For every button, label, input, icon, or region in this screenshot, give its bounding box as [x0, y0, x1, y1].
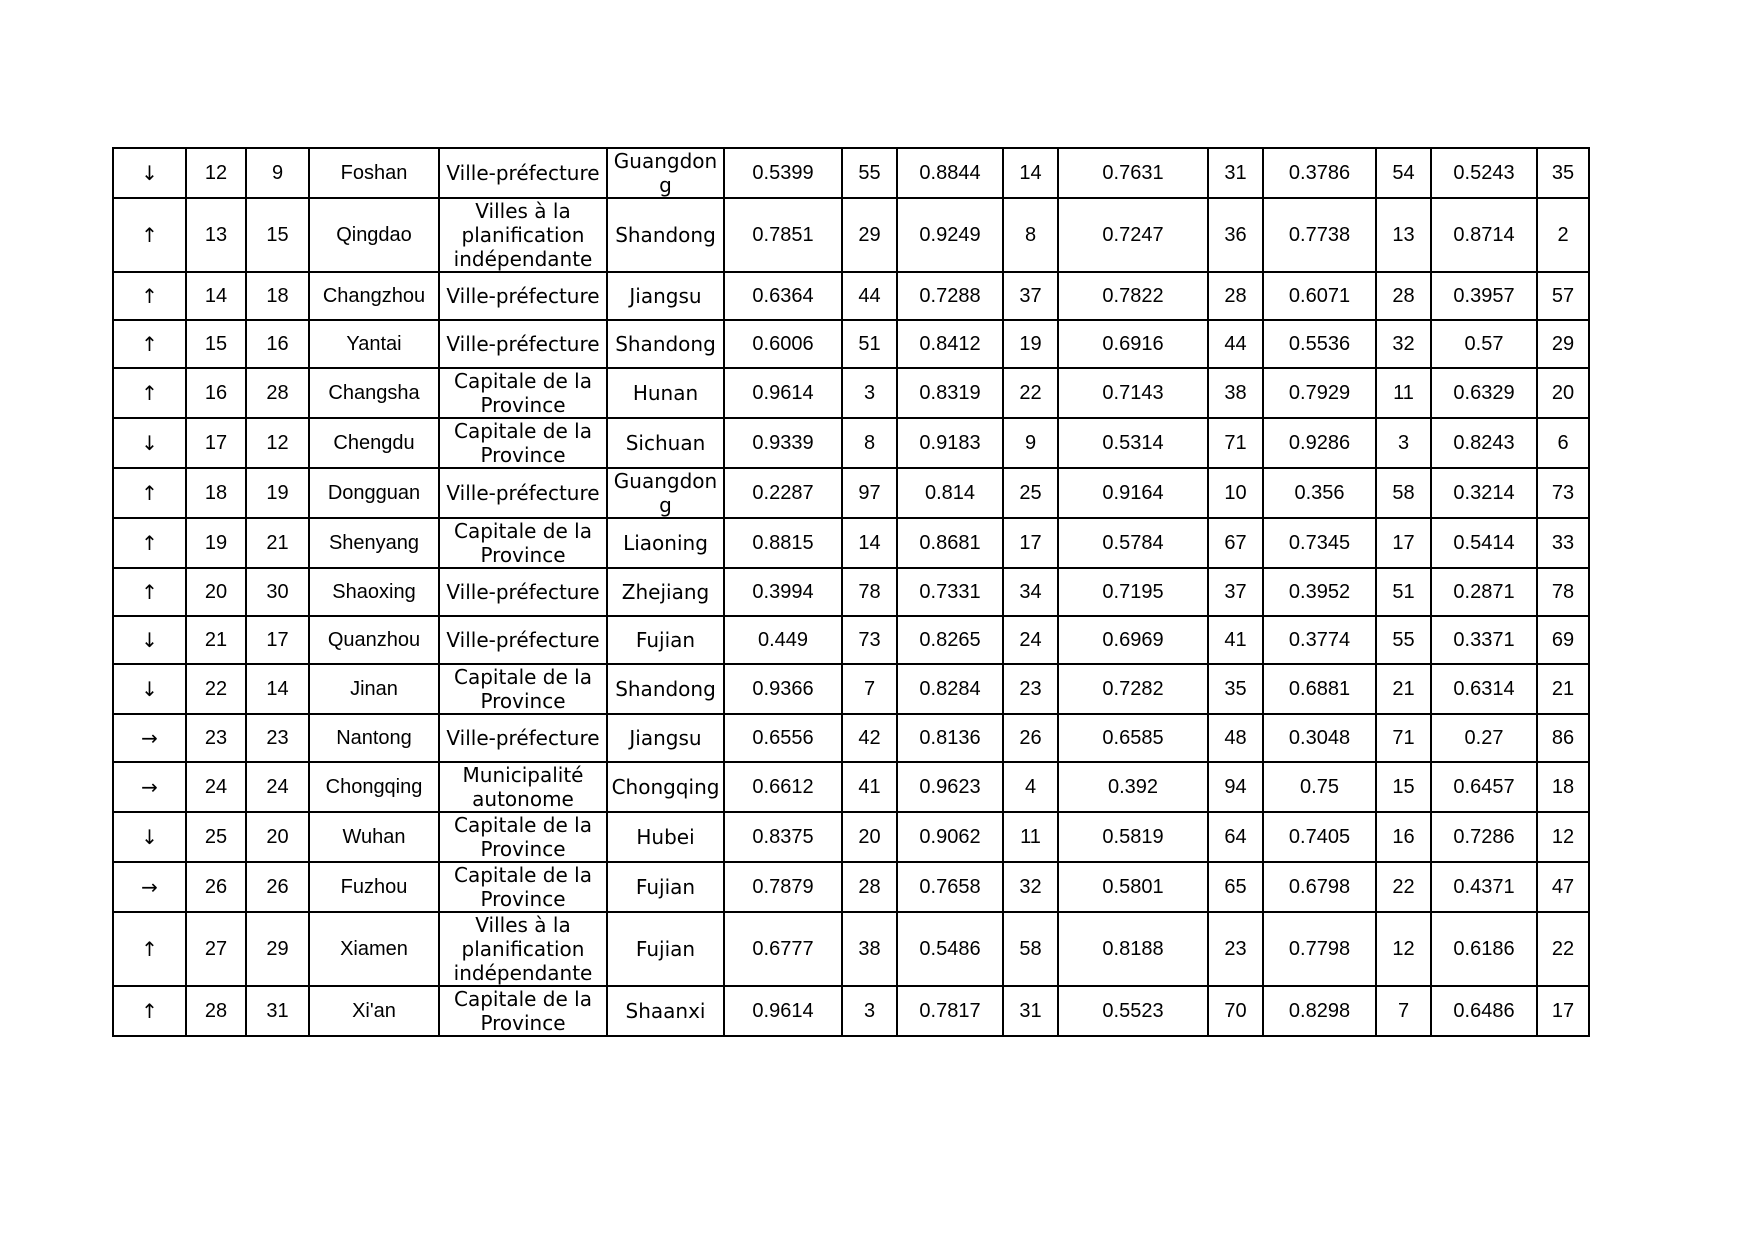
score-2-cell: 0.9183	[897, 418, 1003, 468]
rank-4-cell: 58	[1376, 468, 1431, 518]
score-5-cell: 0.5414	[1431, 518, 1537, 568]
rank-1-cell: 51	[842, 320, 897, 368]
rank-cell: 19	[186, 518, 246, 568]
score-4-cell: 0.356	[1263, 468, 1376, 518]
rank-3-cell: 31	[1208, 148, 1263, 198]
rank-5-cell: 73	[1537, 468, 1589, 518]
city-cell: Chengdu	[309, 418, 439, 468]
rank-3-cell: 28	[1208, 272, 1263, 320]
score-1-cell: 0.9614	[724, 368, 842, 418]
rank-cell: 17	[186, 418, 246, 468]
province-cell: Liaoning	[607, 518, 724, 568]
table-row	[113, 664, 1589, 714]
score-5-cell: 0.6186	[1431, 912, 1537, 986]
score-1-cell: 0.7851	[724, 198, 842, 272]
province-cell: Zhejiang	[607, 568, 724, 616]
rank-2-cell: 37	[1003, 272, 1058, 320]
rank-3-cell: 41	[1208, 616, 1263, 664]
score-4-cell: 0.3774	[1263, 616, 1376, 664]
city-type-cell: Capitale de la Province	[439, 812, 607, 862]
rank-cell: 18	[186, 468, 246, 518]
previous-rank-cell: 20	[246, 812, 309, 862]
rank-cell: 22	[186, 664, 246, 714]
rank-5-cell: 6	[1537, 418, 1589, 468]
score-3-cell: 0.9164	[1058, 468, 1208, 518]
score-5-cell: 0.3214	[1431, 468, 1537, 518]
score-5-cell: 0.6329	[1431, 368, 1537, 418]
rank-4-cell: 28	[1376, 272, 1431, 320]
previous-rank-cell: 12	[246, 418, 309, 468]
rank-3-cell: 48	[1208, 714, 1263, 762]
score-2-cell: 0.7817	[897, 986, 1003, 1036]
previous-rank-cell: 29	[246, 912, 309, 986]
rank-3-cell: 65	[1208, 862, 1263, 912]
table-row	[113, 320, 1589, 368]
rank-1-cell: 78	[842, 568, 897, 616]
rank-3-cell: 35	[1208, 664, 1263, 714]
score-1-cell: 0.6612	[724, 762, 842, 812]
previous-rank-cell: 28	[246, 368, 309, 418]
score-1-cell: 0.6777	[724, 912, 842, 986]
city-type-cell: Ville-préfecture	[439, 468, 607, 518]
table-row	[113, 272, 1589, 320]
previous-rank-cell: 24	[246, 762, 309, 812]
rank-3-cell: 10	[1208, 468, 1263, 518]
rank-2-cell: 17	[1003, 518, 1058, 568]
table-row	[113, 616, 1589, 664]
rank-cell: 27	[186, 912, 246, 986]
score-2-cell: 0.814	[897, 468, 1003, 518]
rank-cell: 14	[186, 272, 246, 320]
score-1-cell: 0.9366	[724, 664, 842, 714]
table-row	[113, 762, 1589, 812]
rank-1-cell: 42	[842, 714, 897, 762]
rank-4-cell: 3	[1376, 418, 1431, 468]
rank-2-cell: 8	[1003, 198, 1058, 272]
city-type-cell: Capitale de la Province	[439, 368, 607, 418]
city-cell: Changzhou	[309, 272, 439, 320]
province-cell: Shaanxi	[607, 986, 724, 1036]
rank-5-cell: 17	[1537, 986, 1589, 1036]
score-3-cell: 0.5801	[1058, 862, 1208, 912]
city-cell: Yantai	[309, 320, 439, 368]
table-row	[113, 198, 1589, 272]
rank-4-cell: 12	[1376, 912, 1431, 986]
rank-1-cell: 44	[842, 272, 897, 320]
rank-3-cell: 37	[1208, 568, 1263, 616]
score-2-cell: 0.9249	[897, 198, 1003, 272]
province-cell: Shandong	[607, 664, 724, 714]
rank-1-cell: 3	[842, 986, 897, 1036]
rank-2-cell: 26	[1003, 714, 1058, 762]
rank-2-cell: 31	[1003, 986, 1058, 1036]
score-4-cell: 0.7929	[1263, 368, 1376, 418]
table-row	[113, 468, 1589, 518]
rank-2-cell: 14	[1003, 148, 1058, 198]
city-cell: Quanzhou	[309, 616, 439, 664]
score-3-cell: 0.5523	[1058, 986, 1208, 1036]
trend-arrow-cell: →	[113, 762, 186, 812]
score-1-cell: 0.3994	[724, 568, 842, 616]
city-type-cell: Capitale de la Province	[439, 418, 607, 468]
score-1-cell: 0.6006	[724, 320, 842, 368]
trend-arrow-cell: ↑	[113, 272, 186, 320]
score-5-cell: 0.6457	[1431, 762, 1537, 812]
score-5-cell: 0.8714	[1431, 198, 1537, 272]
rank-3-cell: 94	[1208, 762, 1263, 812]
score-2-cell: 0.8844	[897, 148, 1003, 198]
table-row	[113, 714, 1589, 762]
rank-3-cell: 23	[1208, 912, 1263, 986]
rank-1-cell: 73	[842, 616, 897, 664]
score-1-cell: 0.8815	[724, 518, 842, 568]
score-2-cell: 0.9062	[897, 812, 1003, 862]
rank-3-cell: 36	[1208, 198, 1263, 272]
score-5-cell: 0.6486	[1431, 986, 1537, 1036]
province-cell: Jiangsu	[607, 272, 724, 320]
city-cell: Wuhan	[309, 812, 439, 862]
score-5-cell: 0.2871	[1431, 568, 1537, 616]
city-cell: Qingdao	[309, 198, 439, 272]
trend-arrow-cell: ↓	[113, 616, 186, 664]
rank-cell: 15	[186, 320, 246, 368]
score-3-cell: 0.7822	[1058, 272, 1208, 320]
province-cell: Fujian	[607, 862, 724, 912]
rank-4-cell: 16	[1376, 812, 1431, 862]
rank-2-cell: 58	[1003, 912, 1058, 986]
rank-3-cell: 67	[1208, 518, 1263, 568]
trend-arrow-cell: ↑	[113, 912, 186, 986]
score-2-cell: 0.9623	[897, 762, 1003, 812]
score-5-cell: 0.27	[1431, 714, 1537, 762]
score-4-cell: 0.7405	[1263, 812, 1376, 862]
table-row	[113, 418, 1589, 468]
province-cell: Guangdong	[607, 468, 724, 518]
rank-1-cell: 41	[842, 762, 897, 812]
score-3-cell: 0.7247	[1058, 198, 1208, 272]
score-4-cell: 0.6798	[1263, 862, 1376, 912]
province-cell: Fujian	[607, 616, 724, 664]
rank-1-cell: 20	[842, 812, 897, 862]
previous-rank-cell: 26	[246, 862, 309, 912]
rank-1-cell: 55	[842, 148, 897, 198]
trend-arrow-cell: ↓	[113, 812, 186, 862]
rank-cell: 26	[186, 862, 246, 912]
city-type-cell: Ville-préfecture	[439, 714, 607, 762]
score-5-cell: 0.7286	[1431, 812, 1537, 862]
score-2-cell: 0.8265	[897, 616, 1003, 664]
score-2-cell: 0.7331	[897, 568, 1003, 616]
city-cell: Jinan	[309, 664, 439, 714]
city-cell: Xiamen	[309, 912, 439, 986]
city-type-cell: Ville-préfecture	[439, 148, 607, 198]
rank-2-cell: 9	[1003, 418, 1058, 468]
province-cell: Chongqing	[607, 762, 724, 812]
table-row	[113, 568, 1589, 616]
score-2-cell: 0.8284	[897, 664, 1003, 714]
score-1-cell: 0.9339	[724, 418, 842, 468]
city-cell: Fuzhou	[309, 862, 439, 912]
trend-arrow-cell: ↑	[113, 198, 186, 272]
rank-cell: 28	[186, 986, 246, 1036]
table-row	[113, 518, 1589, 568]
rank-5-cell: 20	[1537, 368, 1589, 418]
rank-1-cell: 29	[842, 198, 897, 272]
trend-arrow-cell: ↑	[113, 568, 186, 616]
previous-rank-cell: 18	[246, 272, 309, 320]
score-3-cell: 0.6969	[1058, 616, 1208, 664]
rank-4-cell: 17	[1376, 518, 1431, 568]
trend-arrow-cell: ↑	[113, 986, 186, 1036]
province-cell: Shandong	[607, 198, 724, 272]
score-3-cell: 0.7631	[1058, 148, 1208, 198]
rank-4-cell: 51	[1376, 568, 1431, 616]
rank-2-cell: 22	[1003, 368, 1058, 418]
city-cell: Changsha	[309, 368, 439, 418]
trend-arrow-cell: ↑	[113, 368, 186, 418]
score-2-cell: 0.8136	[897, 714, 1003, 762]
trend-arrow-cell: ↑	[113, 518, 186, 568]
previous-rank-cell: 19	[246, 468, 309, 518]
rank-5-cell: 2	[1537, 198, 1589, 272]
rank-5-cell: 78	[1537, 568, 1589, 616]
rank-5-cell: 12	[1537, 812, 1589, 862]
rank-4-cell: 21	[1376, 664, 1431, 714]
rank-2-cell: 4	[1003, 762, 1058, 812]
score-3-cell: 0.392	[1058, 762, 1208, 812]
province-cell: Fujian	[607, 912, 724, 986]
score-2-cell: 0.8681	[897, 518, 1003, 568]
rank-5-cell: 47	[1537, 862, 1589, 912]
score-4-cell: 0.7738	[1263, 198, 1376, 272]
rank-2-cell: 34	[1003, 568, 1058, 616]
rank-2-cell: 23	[1003, 664, 1058, 714]
previous-rank-cell: 16	[246, 320, 309, 368]
rank-cell: 13	[186, 198, 246, 272]
city-type-cell: Ville-préfecture	[439, 616, 607, 664]
score-1-cell: 0.7879	[724, 862, 842, 912]
score-2-cell: 0.5486	[897, 912, 1003, 986]
score-3-cell: 0.6916	[1058, 320, 1208, 368]
city-type-cell: Ville-préfecture	[439, 272, 607, 320]
score-1-cell: 0.5399	[724, 148, 842, 198]
rank-2-cell: 19	[1003, 320, 1058, 368]
trend-arrow-cell: ↑	[113, 468, 186, 518]
city-type-cell: Capitale de la Province	[439, 664, 607, 714]
score-2-cell: 0.7658	[897, 862, 1003, 912]
rank-3-cell: 71	[1208, 418, 1263, 468]
rank-4-cell: 7	[1376, 986, 1431, 1036]
rank-4-cell: 55	[1376, 616, 1431, 664]
score-4-cell: 0.3952	[1263, 568, 1376, 616]
city-cell: Nantong	[309, 714, 439, 762]
score-4-cell: 0.6881	[1263, 664, 1376, 714]
rank-2-cell: 24	[1003, 616, 1058, 664]
score-5-cell: 0.8243	[1431, 418, 1537, 468]
score-4-cell: 0.6071	[1263, 272, 1376, 320]
rank-cell: 21	[186, 616, 246, 664]
rank-2-cell: 11	[1003, 812, 1058, 862]
rank-4-cell: 11	[1376, 368, 1431, 418]
city-cell: Shaoxing	[309, 568, 439, 616]
score-3-cell: 0.7195	[1058, 568, 1208, 616]
rank-1-cell: 97	[842, 468, 897, 518]
rank-cell: 25	[186, 812, 246, 862]
rank-4-cell: 22	[1376, 862, 1431, 912]
rank-3-cell: 38	[1208, 368, 1263, 418]
score-1-cell: 0.449	[724, 616, 842, 664]
rank-2-cell: 32	[1003, 862, 1058, 912]
score-2-cell: 0.8319	[897, 368, 1003, 418]
province-cell: Guangdong	[607, 148, 724, 198]
score-4-cell: 0.7345	[1263, 518, 1376, 568]
province-cell: Jiangsu	[607, 714, 724, 762]
score-4-cell: 0.3048	[1263, 714, 1376, 762]
score-4-cell: 0.8298	[1263, 986, 1376, 1036]
score-5-cell: 0.6314	[1431, 664, 1537, 714]
city-type-cell: Ville-préfecture	[439, 320, 607, 368]
rank-4-cell: 32	[1376, 320, 1431, 368]
score-1-cell: 0.6556	[724, 714, 842, 762]
city-ranking-table	[112, 147, 1590, 1037]
previous-rank-cell: 17	[246, 616, 309, 664]
score-5-cell: 0.5243	[1431, 148, 1537, 198]
trend-arrow-cell: ↑	[113, 320, 186, 368]
rank-5-cell: 35	[1537, 148, 1589, 198]
table-row	[113, 912, 1589, 986]
city-type-cell: Villes à la planification indépendante	[439, 912, 607, 986]
city-type-cell: Capitale de la Province	[439, 986, 607, 1036]
score-1-cell: 0.6364	[724, 272, 842, 320]
rank-4-cell: 15	[1376, 762, 1431, 812]
previous-rank-cell: 30	[246, 568, 309, 616]
score-3-cell: 0.5819	[1058, 812, 1208, 862]
previous-rank-cell: 14	[246, 664, 309, 714]
city-type-cell: Capitale de la Province	[439, 862, 607, 912]
rank-5-cell: 21	[1537, 664, 1589, 714]
table-body	[113, 148, 1589, 1036]
previous-rank-cell: 9	[246, 148, 309, 198]
rank-1-cell: 3	[842, 368, 897, 418]
table-row	[113, 986, 1589, 1036]
score-4-cell: 0.75	[1263, 762, 1376, 812]
city-cell: Xi'an	[309, 986, 439, 1036]
previous-rank-cell: 31	[246, 986, 309, 1036]
rank-4-cell: 13	[1376, 198, 1431, 272]
city-type-cell: Capitale de la Province	[439, 518, 607, 568]
rank-cell: 23	[186, 714, 246, 762]
score-1-cell: 0.8375	[724, 812, 842, 862]
rank-3-cell: 64	[1208, 812, 1263, 862]
previous-rank-cell: 15	[246, 198, 309, 272]
score-3-cell: 0.5784	[1058, 518, 1208, 568]
score-5-cell: 0.3371	[1431, 616, 1537, 664]
rank-1-cell: 14	[842, 518, 897, 568]
score-3-cell: 0.7143	[1058, 368, 1208, 418]
score-3-cell: 0.7282	[1058, 664, 1208, 714]
rank-4-cell: 54	[1376, 148, 1431, 198]
rank-cell: 12	[186, 148, 246, 198]
rank-1-cell: 38	[842, 912, 897, 986]
rank-5-cell: 33	[1537, 518, 1589, 568]
table-row	[113, 148, 1589, 198]
score-5-cell: 0.57	[1431, 320, 1537, 368]
score-3-cell: 0.8188	[1058, 912, 1208, 986]
rank-3-cell: 44	[1208, 320, 1263, 368]
score-5-cell: 0.3957	[1431, 272, 1537, 320]
province-cell: Sichuan	[607, 418, 724, 468]
city-cell: Chongqing	[309, 762, 439, 812]
rank-4-cell: 71	[1376, 714, 1431, 762]
rank-1-cell: 8	[842, 418, 897, 468]
rank-2-cell: 25	[1003, 468, 1058, 518]
rank-1-cell: 7	[842, 664, 897, 714]
score-1-cell: 0.9614	[724, 986, 842, 1036]
rank-5-cell: 29	[1537, 320, 1589, 368]
score-5-cell: 0.4371	[1431, 862, 1537, 912]
rank-5-cell: 22	[1537, 912, 1589, 986]
table-row	[113, 862, 1589, 912]
rank-5-cell: 69	[1537, 616, 1589, 664]
score-4-cell: 0.5536	[1263, 320, 1376, 368]
province-cell: Shandong	[607, 320, 724, 368]
trend-arrow-cell: ↓	[113, 664, 186, 714]
rank-5-cell: 86	[1537, 714, 1589, 762]
score-4-cell: 0.7798	[1263, 912, 1376, 986]
city-type-cell: Ville-préfecture	[439, 568, 607, 616]
city-type-cell: Villes à la planification indépendante	[439, 198, 607, 272]
table-row	[113, 812, 1589, 862]
trend-arrow-cell: ↓	[113, 148, 186, 198]
rank-3-cell: 70	[1208, 986, 1263, 1036]
city-type-cell: Municipalité autonome	[439, 762, 607, 812]
rank-cell: 24	[186, 762, 246, 812]
city-cell: Foshan	[309, 148, 439, 198]
score-3-cell: 0.6585	[1058, 714, 1208, 762]
trend-arrow-cell: →	[113, 714, 186, 762]
province-cell: Hubei	[607, 812, 724, 862]
rank-cell: 20	[186, 568, 246, 616]
score-1-cell: 0.2287	[724, 468, 842, 518]
score-3-cell: 0.5314	[1058, 418, 1208, 468]
rank-cell: 16	[186, 368, 246, 418]
trend-arrow-cell: →	[113, 862, 186, 912]
city-cell: Shenyang	[309, 518, 439, 568]
table-row	[113, 368, 1589, 418]
trend-arrow-cell: ↓	[113, 418, 186, 468]
previous-rank-cell: 21	[246, 518, 309, 568]
score-2-cell: 0.7288	[897, 272, 1003, 320]
city-cell: Dongguan	[309, 468, 439, 518]
rank-5-cell: 18	[1537, 762, 1589, 812]
previous-rank-cell: 23	[246, 714, 309, 762]
province-cell: Hunan	[607, 368, 724, 418]
score-4-cell: 0.3786	[1263, 148, 1376, 198]
score-2-cell: 0.8412	[897, 320, 1003, 368]
rank-5-cell: 57	[1537, 272, 1589, 320]
rank-1-cell: 28	[842, 862, 897, 912]
score-4-cell: 0.9286	[1263, 418, 1376, 468]
